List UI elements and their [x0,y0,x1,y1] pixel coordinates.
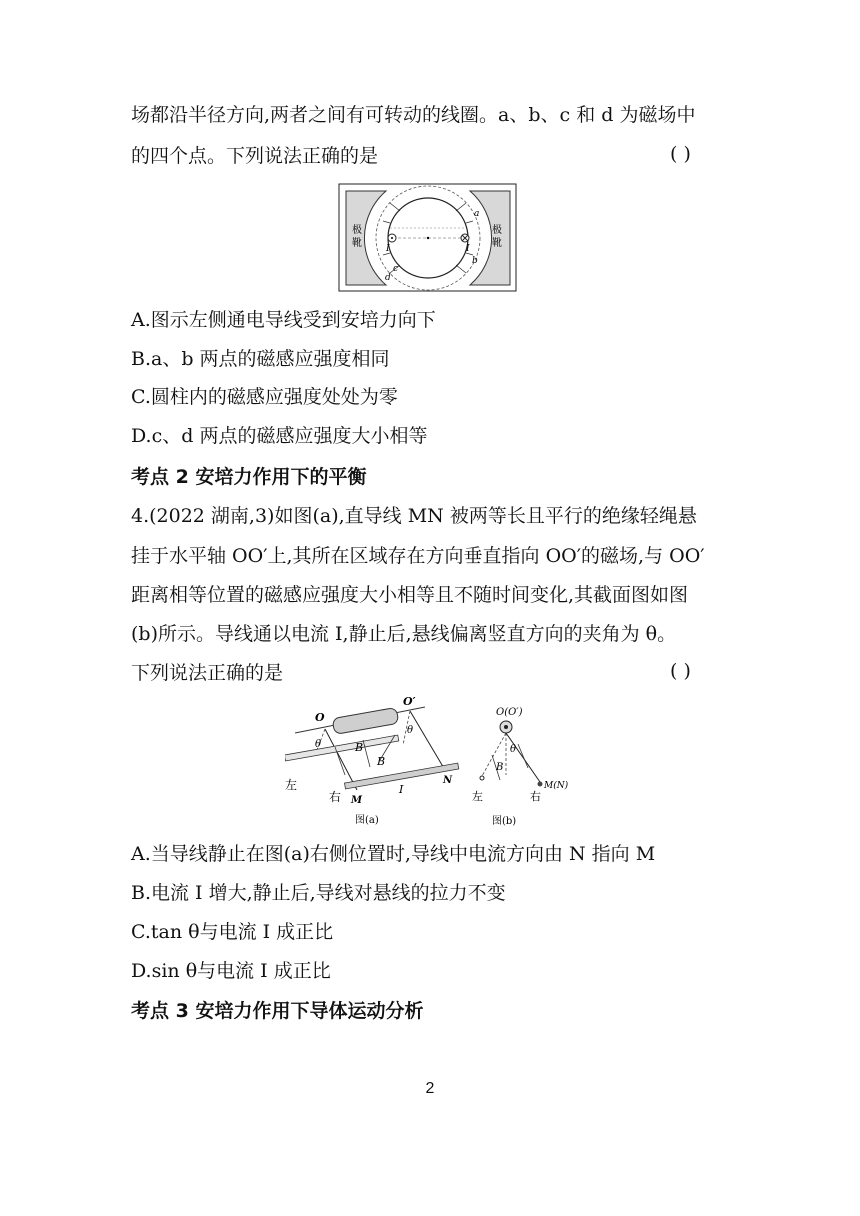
q4-option-c: C.tan θ与电流 I 成正比 [131,921,334,943]
q3-option-a: A.图示左侧通电导线受到安培力向下 [131,309,436,331]
label-B-2: B [377,755,386,768]
q4-line-1: 4.(2022 湖南,3)如图(a),直导线 MN 被两等长且平行的绝缘轻绳悬 [131,505,697,527]
q3-option-b: B.a、b 两点的磁感应强度相同 [131,348,390,370]
right-pole-label: 极 [492,225,502,236]
label-M: M [351,795,363,806]
label-I-right: I [466,244,470,254]
q4-line-3: 距离相等位置的磁感应强度大小相等且不随时间变化,其截面图如图 [131,584,689,606]
q4-figure-a [285,695,465,830]
label-d: d [385,273,391,283]
label-left-a: 左 [285,778,298,792]
label-a: a [474,209,480,219]
label-I: I [399,783,404,796]
q4-line-2: 挂于水平轴 OO′上,其所在区域存在方向垂直指向 OO′的磁场,与 OO′ [131,545,705,567]
label-O-prime: O′ [403,695,416,708]
q3-option-d: D.c、d 两点的磁感应强度大小相等 [131,425,428,447]
q3-line-1: 场都沿半径方向,两者之间有可转动的线圈。a、b、c 和 d 为磁场中 [131,104,696,126]
label-b: b [472,256,478,266]
label-M-N: M(N) [544,781,569,791]
label-theta-left: θ [315,739,322,750]
q4-answer-paren: ( ) [670,660,691,682]
page-number: 2 [425,1080,435,1097]
label-O-O-prime: O(O′) [496,707,523,718]
label-B-b: B [496,762,504,773]
q4-option-d: D.sin θ与电流 I 成正比 [131,960,331,982]
label-left-b: 左 [472,790,483,803]
label-theta-right: θ [407,725,414,736]
q3-line-2: 的四个点。下列说法正确的是 [131,145,379,167]
q4-line-4: (b)所示。导线通以电流 I,静止后,悬线偏离竖直方向的夹角为 θ。 [131,623,677,645]
q4-option-a: A.当导线静止在图(a)右侧位置时,导线中电流方向由 N 指向 M [131,843,656,865]
label-theta-b: θ [510,744,517,755]
svg-text:靴: 靴 [492,238,502,249]
q3-option-c: C.圆柱内的磁感应强度处处为零 [131,386,398,408]
label-O: O [315,711,325,724]
svg-text:靴: 靴 [352,238,362,249]
left-pole-label: 极 [352,225,362,236]
label-right-b: 右 [530,790,541,803]
section-3-heading: 考点 3 安培力作用下导体运动分析 [131,1000,424,1022]
q3-figure [338,183,518,293]
label-right-a: 右 [329,790,342,804]
label-c: c [393,264,399,274]
q4-line-5: 下列说法正确的是 [131,662,284,684]
section-2-heading: 考点 2 安培力作用下的平衡 [131,466,367,488]
q3-answer-paren: ( ) [670,143,691,165]
label-B-1: B [355,741,364,754]
caption-b: 图(b) [492,816,517,827]
q4-option-b: B.电流 I 增大,静止后,导线对悬线的拉力不变 [131,882,506,904]
caption-a: 图(a) [355,815,379,826]
label-I-left: I [386,244,390,254]
label-N: N [443,775,453,786]
q4-figure-b [470,700,580,830]
